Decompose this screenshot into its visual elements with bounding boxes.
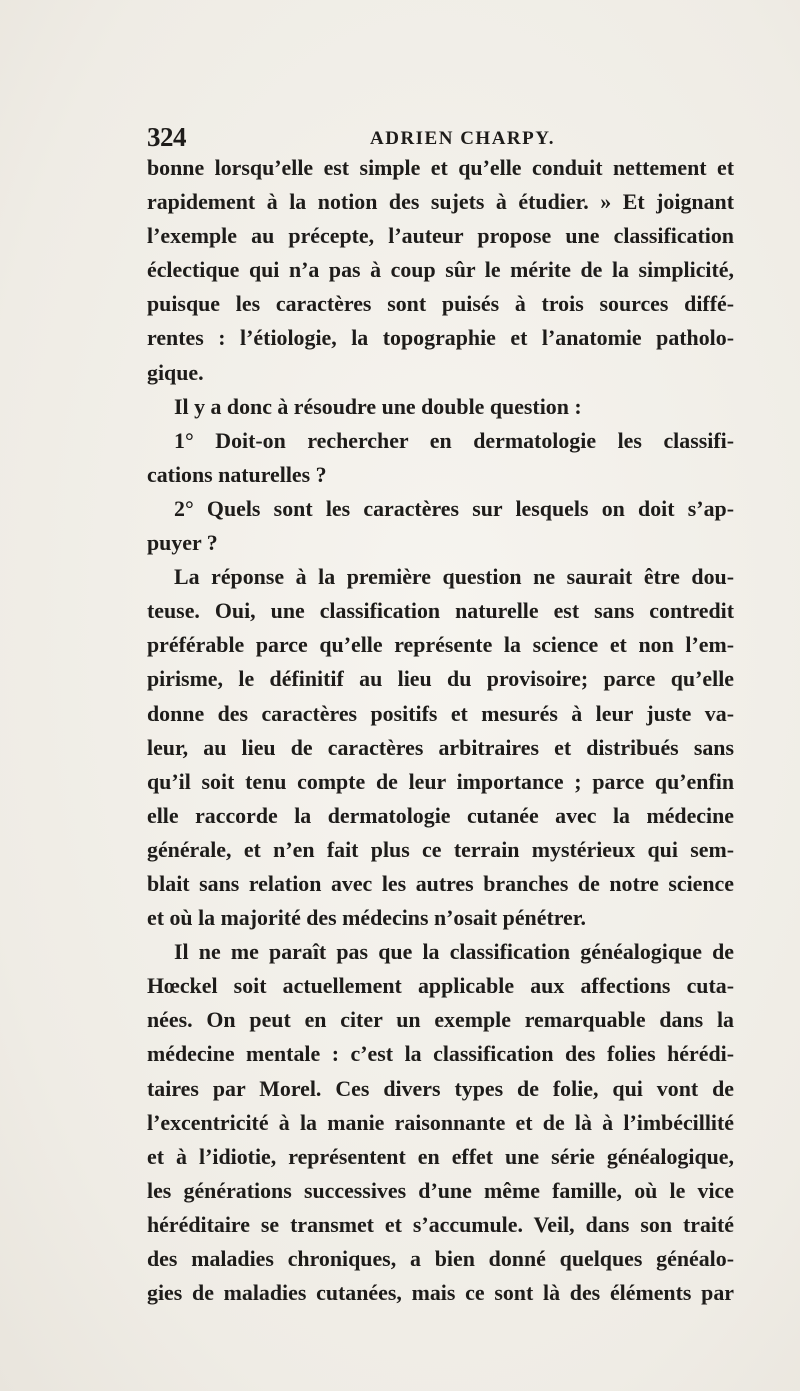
text-line: éclectique qui n’a pas à coup sûr le mérite de la simplicité, <box>147 257 734 283</box>
text-line: qu’il soit tenu compte de leur importance ; parce qu’enfin <box>147 768 734 794</box>
text-line: taires par Morel. Ces divers types de folie, qui vont de <box>147 1075 734 1101</box>
text-line: gies de maladies cutanées, mais ce sont là des éléments par <box>147 1280 734 1306</box>
text-line: rapidement à la notion des sujets à étudier. » Et joignant <box>147 189 734 215</box>
text-line: pirisme, le définitif au lieu du provisoire; parce qu’elle <box>147 666 734 692</box>
text-line: Hœckel soit actuellement applicable aux affections cuta- <box>147 973 734 999</box>
text-line: puisque les caractères sont puisés à trois sources diffé- <box>147 291 734 317</box>
body-text <box>147 151 734 1310</box>
text-line: cations naturelles ? <box>147 461 327 487</box>
text-line: Il y a donc à résoudre une double question : <box>174 393 582 419</box>
text-line: préférable parce qu’elle représente la science et non l’em- <box>147 632 734 658</box>
text-line: héréditaire se transmet et s’accumule. Veil, dans son traité <box>147 1211 734 1237</box>
text-line: bonne lorsqu’elle est simple et qu’elle conduit nettement et <box>147 155 734 180</box>
text-line: les générations successives d’une même famille, où le vice <box>147 1177 734 1203</box>
text-line: et où la majorité des médecins n’osait pénétrer. <box>147 905 586 931</box>
text-line: l’excentricité à la manie raisonnante et de là à l’imbécillité <box>147 1109 734 1135</box>
text-line: des maladies chroniques, a bien donné quelques généalo- <box>147 1246 734 1271</box>
text-line: leur, au lieu de caractères arbitraires et distribués sans <box>147 734 734 760</box>
text-line: 1° Doit-on rechercher en dermatologie les classifi- <box>174 427 734 453</box>
text-line: gique. <box>147 359 204 385</box>
text-line: générale, et n’en fait plus ce terrain mystérieux qui sem- <box>147 836 734 862</box>
text-line: La réponse à la première question ne saurait être dou- <box>174 564 734 590</box>
text-line: et à l’idiotie, représentent en effet une série généalogique, <box>147 1143 734 1169</box>
text-line: donne des caractères positifs et mesurés à leur juste va- <box>147 700 734 726</box>
running-head: ADRIEN CHARPY. <box>370 128 555 149</box>
text-line: elle raccorde la dermatologie cutanée avec la médecine <box>147 802 734 828</box>
text-line: puyer ? <box>147 530 218 556</box>
text-line: l’exemple au précepte, l’auteur propose une classification <box>147 223 734 249</box>
text-line: blait sans relation avec les autres branches de notre science <box>147 870 734 896</box>
text-line: médecine mentale : c’est la classification des folies hérédi- <box>147 1041 734 1067</box>
text-line: rentes : l’étiologie, la topographie et l’anatomie patholo- <box>147 325 734 351</box>
text-line: Il ne me paraît pas que la classification généalogique de <box>174 939 734 965</box>
text-line: teuse. Oui, une classification naturelle est sans contredit <box>147 598 734 624</box>
text-line: 2° Quels sont les caractères sur lesquels on doit s’ap- <box>174 495 734 521</box>
page-number: 324 <box>147 122 186 152</box>
text-line: nées. On peut en citer un exemple remarquable dans la <box>147 1007 734 1033</box>
